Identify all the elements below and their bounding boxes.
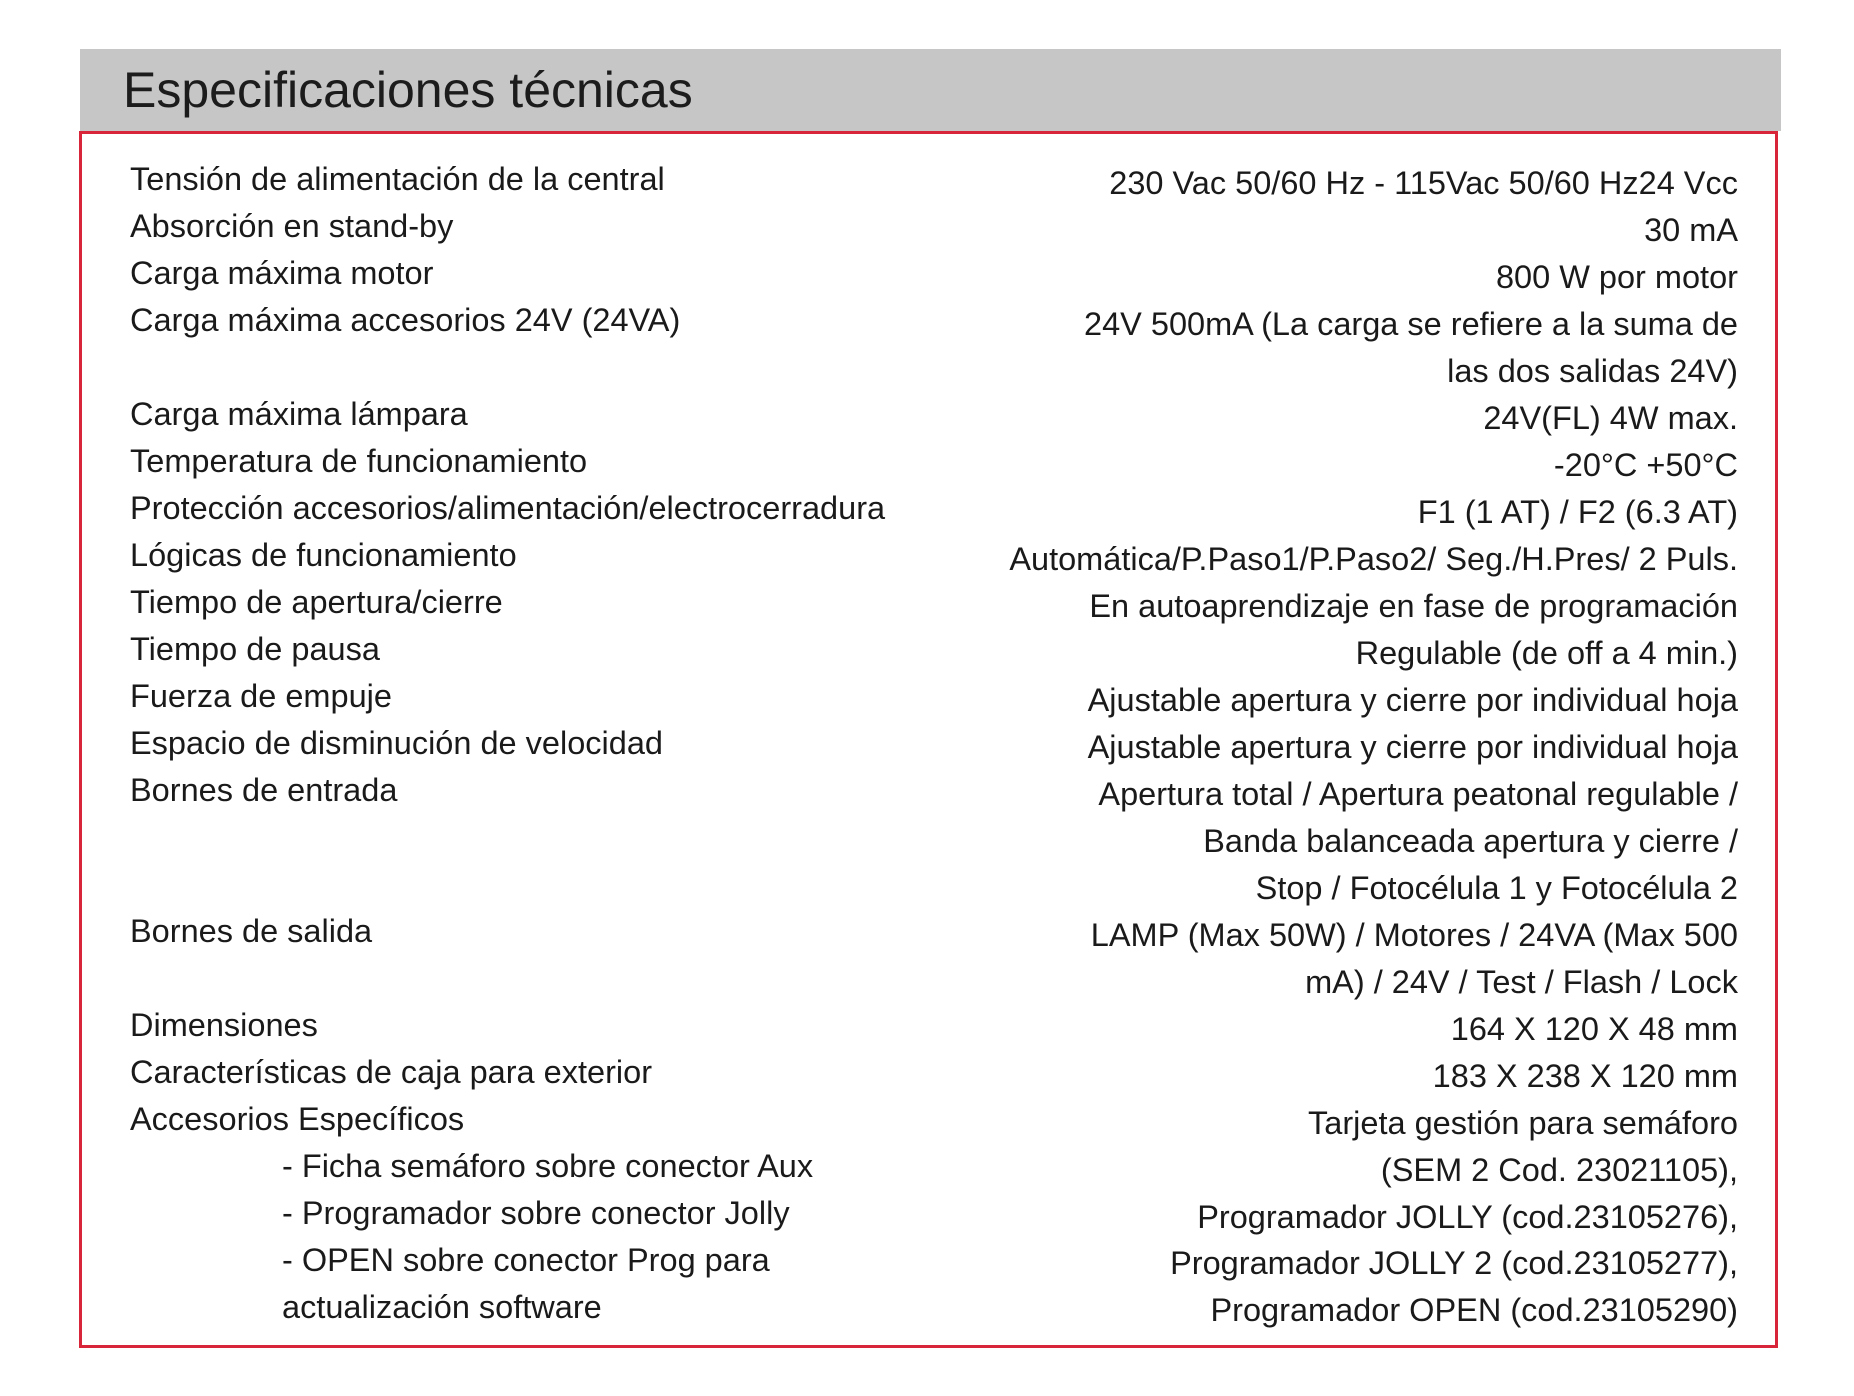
spec-label: Tensión de alimentación de la central <box>130 161 665 197</box>
spec-label: Carga máxima accesorios 24V (24VA) <box>130 302 681 338</box>
spec-value-line: Stop / Fotocélula 1 y Fotocélula 2 <box>1255 869 1738 906</box>
spec-value-line: (SEM 2 Cod. 23021105), <box>1380 1151 1738 1188</box>
spec-value <box>1109 160 1738 207</box>
spec-value-line: 800 W por motor <box>1495 259 1738 295</box>
spec-value-line: mA) / 24V / Test / Flash / Lock <box>1305 963 1738 1000</box>
spec-value-line: Programador OPEN (cod.23105290) <box>1210 1292 1738 1329</box>
spec-value-line: 164 X 120 X 48 mm <box>1450 1011 1738 1047</box>
spec-label: Carga máxima motor <box>130 255 434 291</box>
spec-value <box>1356 630 1738 677</box>
spec-value-line: LAMP (Max 50W) / Motores / 24VA (Max 500 <box>1090 917 1738 953</box>
specs-panel <box>79 131 1778 1348</box>
spec-value-line: Programador JOLLY (cod.23105276), <box>1197 1198 1738 1235</box>
spec-label: Tiempo de apertura/cierre <box>130 584 503 620</box>
spec-value-line: Regulable (de off a 4 min.) <box>1355 635 1738 671</box>
spec-value <box>1451 1006 1738 1053</box>
spec-label: Carga máxima lámpara <box>130 396 468 432</box>
spec-value <box>1091 912 1738 1006</box>
spec-sublabel: - OPEN sobre conector Prog para <box>282 1242 770 1278</box>
spec-label: Absorción en stand-by <box>130 208 454 244</box>
spec-value-line: En autoaprendizaje en fase de programación <box>1089 588 1738 624</box>
spec-value <box>1170 1100 1738 1334</box>
spec-label: Lógicas de funcionamiento <box>130 537 517 573</box>
spec-label: Tiempo de pausa <box>130 631 380 667</box>
spec-value <box>1418 489 1738 536</box>
section-title: Especificaciones técnicas <box>123 62 693 118</box>
spec-label: Bornes de entrada <box>130 772 398 808</box>
spec-value-line: F1 (1 AT) / F2 (6.3 AT) <box>1417 494 1738 530</box>
spec-value-line: Ajustable apertura y cierre por individual hoja <box>1087 682 1738 718</box>
spec-label: Bornes de salida <box>130 913 373 949</box>
section-header <box>80 49 1781 131</box>
spec-label: Fuerza de empuje <box>130 678 392 714</box>
spec-value <box>1088 724 1738 771</box>
spec-value-line: 183 X 238 X 120 mm <box>1432 1058 1738 1094</box>
spec-label: Dimensiones <box>130 1007 318 1043</box>
spec-value-line: 30 mA <box>1644 212 1738 248</box>
spec-label: Espacio de disminución de velocidad <box>130 725 663 761</box>
spec-value-line: 230 Vac 50/60 Hz - 115Vac 50/60 Hz24 Vcc <box>1109 165 1738 201</box>
spec-value-line: 24V 500mA (La carga se refiere a la suma de <box>1084 306 1738 342</box>
spec-label: Accesorios Específicos <box>130 1101 465 1137</box>
spec-value <box>1644 207 1738 254</box>
spec-value <box>1433 1053 1738 1100</box>
spec-value-line: -20°C +50°C <box>1553 447 1738 483</box>
spec-value <box>1009 536 1738 583</box>
spec-value-line: 24V(FL) 4W max. <box>1483 400 1738 436</box>
spec-value <box>1483 395 1738 442</box>
spec-value-line: Tarjeta gestión para semáforo <box>1308 1105 1738 1141</box>
spec-value-line: las dos salidas 24V) <box>1447 352 1738 389</box>
spec-sublabel: - Ficha semáforo sobre conector Aux <box>282 1148 814 1184</box>
spec-value-line: Banda balanceada apertura y cierre / <box>1203 822 1738 859</box>
spec-sublabel: - Programador sobre conector Jolly <box>282 1195 790 1231</box>
spec-label: Características de caja para exterior <box>130 1054 653 1090</box>
spec-sublabel: actualización software <box>282 1289 602 1325</box>
spec-label: Protección accesorios/alimentación/electrocerradura <box>130 490 886 526</box>
spec-value <box>1098 771 1738 911</box>
spec-value-line: Automática/P.Paso1/P.Paso2/ Seg./H.Pres/ 2 Puls. <box>1009 541 1738 577</box>
spec-value-line: Ajustable apertura y cierre por individual hoja <box>1087 729 1738 765</box>
spec-value <box>1089 583 1738 630</box>
spec-value-line: Apertura total / Apertura peatonal regulable / <box>1098 776 1738 812</box>
spec-value <box>1554 442 1738 489</box>
spec-value <box>1084 301 1738 395</box>
spec-value <box>1496 254 1738 301</box>
spec-value-line: Programador JOLLY 2 (cod.23105277), <box>1170 1245 1738 1282</box>
spec-label: Temperatura de funcionamiento <box>130 443 588 479</box>
spec-value <box>1088 677 1738 724</box>
